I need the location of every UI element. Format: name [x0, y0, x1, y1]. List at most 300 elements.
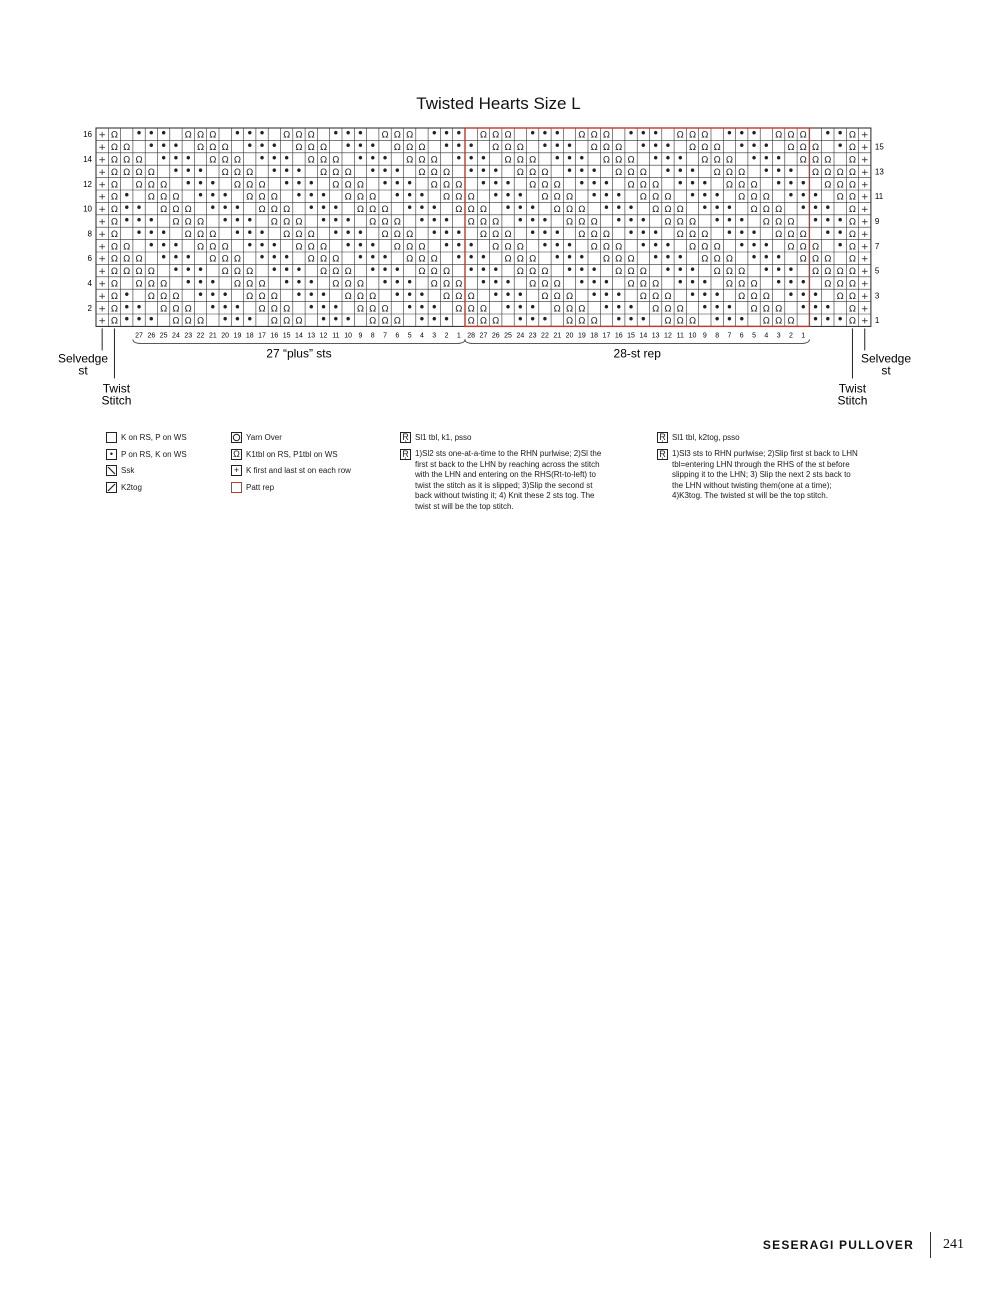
chart-stitch-symbol: Ω — [480, 205, 487, 216]
chart-stitch-symbol: • — [160, 238, 168, 253]
chart-stitch-symbol: • — [320, 300, 328, 315]
chart-stitch-symbol: Ω — [430, 279, 438, 290]
chart-stitch-symbol: • — [639, 312, 647, 327]
chart-stitch-symbol: • — [750, 151, 758, 166]
chart-stitch-symbol: Ω — [775, 205, 783, 216]
chart-stitch-symbol: Ω — [664, 304, 672, 315]
chart-stitch-symbol: • — [652, 126, 660, 141]
chart-stitch-symbol: • — [443, 139, 451, 154]
chart-stitch-symbol: Ω — [111, 279, 118, 290]
chart-stitch-symbol: + — [860, 167, 869, 178]
k2tog-icon — [106, 482, 117, 493]
chart-stitch-symbol: • — [406, 176, 414, 191]
legend-knit: K on RS, P on WS — [106, 430, 187, 447]
chart-stitch-symbol: • — [258, 139, 266, 154]
chart-stitch-symbol: • — [430, 312, 438, 327]
chart-stitch-symbol: Ω — [627, 279, 635, 290]
chart-stitch-symbol: • — [713, 213, 721, 228]
chart-stitch-symbol: • — [578, 163, 586, 178]
chart-stitch-symbol: Ω — [332, 279, 340, 290]
chart-stitch-symbol: • — [270, 151, 278, 166]
chart-stitch-symbol: • — [775, 163, 783, 178]
chart-stitch-symbol: Ω — [430, 254, 438, 265]
chart-stitch-symbol: Ω — [516, 167, 524, 178]
chart-stitch-symbol: Ω — [320, 242, 327, 253]
row-number-right: 15 — [874, 142, 884, 152]
chart-stitch-symbol: Ω — [332, 254, 340, 265]
chart-stitch-symbol: • — [799, 287, 807, 302]
chart-stitch-symbol: Ω — [160, 180, 168, 191]
stitch-number-rep: 14 — [639, 332, 648, 340]
chart-stitch-symbol: Ω — [418, 254, 426, 265]
chart-stitch-symbol: • — [529, 300, 537, 315]
chart-stitch-symbol: Ω — [197, 217, 204, 228]
stitch-number-plus: 21 — [208, 332, 217, 340]
chart-stitch-symbol: + — [860, 229, 869, 240]
chart-stitch-symbol: • — [344, 238, 352, 253]
chart-stitch-symbol: • — [258, 250, 266, 265]
legend-column-3 — [400, 430, 471, 447]
chart-stitch-symbol: • — [799, 176, 807, 191]
chart-stitch-symbol: • — [738, 213, 746, 228]
stitch-number-rep: 24 — [516, 332, 525, 340]
chart-stitch-symbol: + — [860, 143, 869, 154]
chart-stitch-symbol: Ω — [615, 254, 623, 265]
chart-stitch-symbol: • — [123, 300, 131, 315]
chart-stitch-symbol: • — [307, 287, 315, 302]
chart-stitch-symbol: • — [123, 312, 131, 327]
chart-stitch-symbol: • — [553, 225, 561, 240]
chart-stitch-symbol: • — [701, 287, 709, 302]
chart-stitch-symbol: • — [787, 287, 795, 302]
chart-stitch-symbol: Ω — [603, 155, 610, 166]
legend-twist2: Ŗ 1)Sl2 sts one-at-a-time to the RHN purlwise; 2)Sl the first st back to the LHN by reaching across the stitch with the LHN and entering on the RHS(Rt-to-left) to twist the stitch as it is slipped; 3)Slip the second st back without twisting it; 4) Knit these 2 sts tog. The twist st will be the top stitch. — [400, 449, 605, 512]
chart-stitch-symbol: • — [762, 238, 770, 253]
chart-stitch-symbol: Ω — [553, 304, 561, 315]
chart-stitch-symbol: Ω — [516, 242, 524, 253]
chart-stitch-symbol: Ω — [111, 167, 118, 178]
chart-stitch-symbol: • — [504, 300, 512, 315]
chart-stitch-symbol: • — [738, 126, 746, 141]
chart-stitch-symbol: Ω — [172, 291, 180, 302]
legend-sl1k2tog: Ŗ Sl1 tbl, k2tog, psso — [657, 430, 740, 447]
chart-stitch-symbol: • — [393, 176, 401, 191]
chart-stitch-symbol: • — [184, 250, 192, 265]
chart-stitch-symbol: • — [664, 151, 672, 166]
chart-stitch-symbol: Ω — [516, 267, 524, 278]
rep-label: 28-st rep — [613, 346, 661, 361]
chart-stitch-symbol: Ω — [111, 180, 118, 191]
chart-stitch-symbol: • — [209, 287, 217, 302]
chart-stitch-symbol: Ω — [664, 291, 672, 302]
chart-stitch-symbol: • — [221, 287, 229, 302]
chart-stitch-symbol: • — [824, 300, 832, 315]
chart-stitch-symbol: • — [320, 213, 328, 228]
chart-stitch-symbol: Ω — [393, 229, 401, 240]
chart-stitch-symbol: Ω — [160, 304, 168, 315]
chart-stitch-symbol: • — [541, 139, 549, 154]
chart-stitch-symbol: Ω — [799, 254, 807, 265]
chart-stitch-symbol: • — [775, 250, 783, 265]
stitch-number-plus: 26 — [147, 332, 156, 340]
chart-stitch-symbol: • — [664, 238, 672, 253]
chart-stitch-symbol: Ω — [234, 155, 241, 166]
chart-stitch-symbol: Ω — [627, 180, 635, 191]
chart-stitch-symbol: • — [135, 300, 143, 315]
chart-stitch-symbol: Ω — [639, 192, 647, 203]
chart-stitch-symbol: Ω — [221, 167, 229, 178]
pattern-name: SESERAGI PULLOVER — [762, 1238, 914, 1252]
chart-stitch-symbol: Ω — [123, 155, 131, 166]
chart-stitch-symbol: • — [615, 201, 623, 216]
chart-stitch-symbol: Ω — [590, 242, 598, 253]
chart-stitch-symbol: + — [98, 167, 106, 178]
chart-stitch-symbol: • — [504, 176, 512, 191]
chart-stitch-symbol: • — [627, 201, 635, 216]
chart-stitch-symbol: • — [295, 176, 303, 191]
chart-stitch-symbol: Ω — [111, 217, 118, 228]
stitch-number-rep: 18 — [590, 332, 599, 340]
chart-stitch-symbol: • — [443, 312, 451, 327]
stitch-number-plus: 7 — [383, 332, 388, 340]
chart-stitch-symbol: • — [430, 300, 438, 315]
chart-stitch-symbol: • — [233, 300, 241, 315]
chart-stitch-symbol: • — [516, 312, 524, 327]
chart-stitch-symbol: Ω — [529, 267, 537, 278]
chart-stitch-symbol: Ω — [738, 267, 746, 278]
chart-stitch-symbol: Ω — [492, 242, 500, 253]
chart-stitch-symbol: Ω — [849, 291, 856, 302]
chart-stitch-symbol: Ω — [221, 242, 229, 253]
chart-stitch-symbol: • — [578, 275, 586, 290]
chart-stitch-symbol: • — [418, 213, 426, 228]
chart-stitch-symbol: • — [541, 238, 549, 253]
legend-column-2 — [231, 430, 351, 496]
chart-stitch-symbol: Ω — [209, 242, 217, 253]
chart-stitch-symbol: • — [566, 163, 574, 178]
chart-stitch-symbol: Ω — [270, 192, 278, 203]
chart-stitch-symbol: Ω — [455, 291, 463, 302]
stitch-number-plus: 15 — [282, 332, 291, 340]
chart-stitch-symbol: • — [578, 250, 586, 265]
chart-stitch-symbol: Ω — [172, 205, 180, 216]
knit-symbol-icon — [106, 432, 117, 443]
stitch-number-rep: 26 — [491, 332, 500, 340]
chart-stitch-symbol: Ω — [455, 205, 463, 216]
selvedge-left-label: st — [78, 363, 88, 378]
stitch-number-plus: 1 — [456, 332, 461, 340]
chart-stitch-symbol: • — [615, 213, 623, 228]
chart-stitch-symbol: Ω — [467, 316, 475, 327]
chart-stitch-symbol: • — [320, 312, 328, 327]
chart-stitch-symbol: Ω — [541, 167, 549, 178]
chart-stitch-symbol: Ω — [603, 229, 610, 240]
chart-stitch-symbol: Ω — [799, 155, 807, 166]
chart-stitch-symbol: • — [492, 275, 500, 290]
chart-stitch-symbol: Ω — [197, 229, 204, 240]
chart-stitch-symbol: • — [516, 201, 524, 216]
chart-stitch-symbol: Ω — [332, 155, 340, 166]
chart-stitch-symbol: • — [738, 225, 746, 240]
chart-stitch-symbol: Ω — [775, 304, 783, 315]
chart-stitch-symbol: Ω — [750, 291, 758, 302]
chart-stitch-symbol: Ω — [135, 279, 143, 290]
chart-stitch-symbol: • — [455, 126, 463, 141]
chart-stitch-symbol: Ω — [713, 254, 721, 265]
chart-stitch-symbol: • — [504, 287, 512, 302]
chart-stitch-symbol: Ω — [234, 180, 241, 191]
chart-stitch-symbol: • — [627, 300, 635, 315]
chart-stitch-symbol: • — [295, 188, 303, 203]
purl-dot-icon: • — [106, 449, 117, 460]
chart-stitch-symbol: • — [689, 263, 697, 278]
chart-stitch-symbol: Ω — [418, 155, 426, 166]
chart-stitch-symbol: Ω — [357, 192, 364, 203]
chart-stitch-symbol: Ω — [627, 167, 635, 178]
chart-stitch-symbol: Ω — [246, 291, 254, 302]
chart-stitch-symbol: Ω — [270, 316, 278, 327]
chart-stitch-symbol: • — [713, 300, 721, 315]
chart-stitch-symbol: Ω — [369, 304, 377, 315]
chart-stitch-symbol: Ω — [849, 229, 856, 240]
chart-stitch-symbol: • — [123, 188, 131, 203]
legend-k2tog: K2tog — [106, 480, 187, 497]
chart-stitch-symbol: + — [860, 180, 869, 191]
chart-stitch-symbol: Ω — [529, 254, 537, 265]
chart-stitch-symbol: Ω — [578, 229, 586, 240]
chart-stitch-symbol: • — [430, 225, 438, 240]
chart-stitch-symbol: • — [135, 213, 143, 228]
chart-stitch-symbol: • — [406, 188, 414, 203]
chart-stitch-symbol: • — [676, 250, 684, 265]
chart-stitch-symbol: Ω — [553, 205, 561, 216]
twisted-knit-icon: Ω — [231, 449, 242, 460]
chart-stitch-symbol: • — [725, 213, 733, 228]
chart-stitch-symbol: Ω — [738, 192, 746, 203]
chart-stitch-symbol: • — [701, 300, 709, 315]
chart-stitch-symbol: Ω — [701, 254, 709, 265]
chart-stitch-symbol: Ω — [812, 242, 819, 253]
stitch-number-rep: 12 — [664, 332, 672, 340]
chart-stitch-symbol: Ω — [762, 291, 770, 302]
chart-stitch-symbol: Ω — [209, 130, 217, 141]
chart-stitch-symbol: • — [553, 139, 561, 154]
chart-stitch-symbol: + — [98, 279, 106, 290]
chart-stitch-symbol: Ω — [467, 304, 475, 315]
chart-stitch-symbol: Ω — [467, 192, 475, 203]
chart-stitch-symbol: • — [553, 238, 561, 253]
stitch-number-plus: 20 — [221, 332, 230, 340]
chart-stitch-symbol: Ω — [234, 167, 241, 178]
chart-stitch-symbol: • — [566, 151, 574, 166]
chart-stitch-symbol: • — [344, 225, 352, 240]
chart-stitch-symbol: Ω — [762, 217, 770, 228]
chart-stitch-symbol: • — [738, 238, 746, 253]
row-number-right: 5 — [874, 266, 880, 276]
chart-stitch-symbol: • — [713, 287, 721, 302]
chart-stitch-symbol: • — [455, 250, 463, 265]
chart-stitch-symbol: • — [147, 225, 155, 240]
chart-stitch-symbol: Ω — [849, 316, 856, 327]
chart-stitch-symbol: • — [479, 275, 487, 290]
stitch-number-plus: 22 — [196, 332, 205, 340]
row-number-left: 12 — [83, 179, 92, 189]
chart-stitch-symbol: • — [295, 275, 303, 290]
chart-stitch-symbol: • — [750, 126, 758, 141]
row-number-left: 10 — [83, 204, 92, 214]
chart-stitch-symbol: Ω — [147, 167, 155, 178]
chart-stitch-symbol: • — [602, 201, 610, 216]
chart-stitch-symbol: Ω — [184, 205, 192, 216]
chart-stitch-symbol: • — [233, 213, 241, 228]
chart-stitch-symbol: Ω — [627, 254, 635, 265]
chart-stitch-symbol: Ω — [824, 254, 832, 265]
chart-stitch-symbol: Ω — [246, 279, 254, 290]
chart-stitch-symbol: Ω — [762, 304, 770, 315]
chart-stitch-symbol: Ω — [849, 267, 856, 278]
chart-stitch-symbol: • — [664, 139, 672, 154]
chart-stitch-symbol: • — [418, 312, 426, 327]
chart-stitch-symbol: • — [529, 312, 537, 327]
stitch-number-plus: 10 — [344, 332, 353, 340]
chart-stitch-symbol: Ω — [467, 217, 475, 228]
chart-stitch-symbol: Ω — [295, 217, 303, 228]
chart-stitch-symbol: Ω — [480, 316, 487, 327]
chart-stitch-symbol: Ω — [246, 192, 254, 203]
chart-stitch-symbol: • — [664, 263, 672, 278]
chart-stitch-symbol: Ω — [320, 254, 327, 265]
knitting-chart — [0, 0, 997, 430]
chart-stitch-symbol: Ω — [676, 229, 684, 240]
selvedge-right-label: st — [881, 363, 891, 378]
chart-stitch-symbol: • — [553, 126, 561, 141]
chart-stitch-symbol: Ω — [492, 316, 500, 327]
chart-stitch-symbol: • — [750, 250, 758, 265]
chart-stitch-symbol: Ω — [209, 155, 217, 166]
chart-stitch-symbol: • — [381, 250, 389, 265]
chart-stitch-symbol: • — [406, 275, 414, 290]
chart-stitch-symbol: • — [307, 201, 315, 216]
stitch-number-rep: 16 — [614, 332, 623, 340]
chart-stitch-symbol: • — [590, 275, 598, 290]
chart-stitch-symbol: Ω — [344, 267, 352, 278]
chart-stitch-symbol: • — [689, 188, 697, 203]
chart-stitch-symbol: Ω — [812, 143, 819, 154]
chart-stitch-symbol: Ω — [529, 167, 537, 178]
chart-stitch-symbol: • — [738, 312, 746, 327]
chart-stitch-symbol: • — [356, 151, 364, 166]
stitch-number-rep: 6 — [739, 332, 744, 340]
chart-stitch-symbol: Ω — [701, 143, 709, 154]
chart-stitch-symbol: • — [479, 263, 487, 278]
chart-stitch-symbol: • — [197, 263, 205, 278]
stitch-number-rep: 22 — [541, 332, 549, 340]
chart-stitch-symbol: Ω — [689, 242, 696, 253]
chart-stitch-symbol: • — [381, 263, 389, 278]
rep-bracket — [465, 339, 809, 343]
chart-stitch-symbol: Ω — [258, 205, 266, 216]
chart-stitch-symbol: + — [98, 217, 106, 228]
chart-stitch-symbol: Ω — [246, 180, 254, 191]
chart-stitch-symbol: + — [860, 291, 869, 302]
chart-stitch-symbol: • — [566, 139, 574, 154]
row-number-right: 1 — [874, 316, 880, 326]
row-number-left: 14 — [83, 155, 92, 164]
chart-stitch-symbol: • — [602, 188, 610, 203]
chart-stitch-symbol: Ω — [615, 143, 623, 154]
chart-stitch-symbol: Ω — [209, 143, 217, 154]
row-number-right: 13 — [874, 167, 884, 177]
chart-stitch-symbol: • — [812, 312, 820, 327]
chart-stitch-symbol: Ω — [787, 242, 795, 253]
chart-stitch-symbol: • — [246, 139, 254, 154]
chart-stitch-symbol: • — [492, 176, 500, 191]
chart-stitch-symbol: Ω — [111, 155, 118, 166]
chart-title: Twisted Hearts Size L — [416, 94, 581, 113]
chart-stitch-symbol: • — [479, 250, 487, 265]
chart-stitch-symbol: Ω — [849, 180, 856, 191]
row-number-left: 8 — [87, 229, 92, 239]
chart-stitch-symbol: • — [393, 263, 401, 278]
chart-stitch-symbol: Ω — [221, 155, 229, 166]
chart-stitch-symbol: Ω — [652, 291, 660, 302]
chart-stitch-symbol: • — [787, 176, 795, 191]
chart-stitch-symbol: Ω — [295, 130, 303, 141]
chart-stitch-symbol: • — [824, 312, 832, 327]
chart-stitch-symbol: Ω — [184, 316, 192, 327]
chart-stitch-symbol: + — [98, 267, 106, 278]
chart-stitch-symbol: Ω — [357, 291, 364, 302]
ssk-icon — [106, 465, 117, 476]
chart-stitch-symbol: Ω — [197, 143, 204, 154]
chart-stitch-symbol: Ω — [344, 291, 352, 302]
chart-stitch-symbol: Ω — [603, 130, 610, 141]
chart-stitch-symbol: • — [701, 188, 709, 203]
chart-stitch-symbol: • — [307, 275, 315, 290]
chart-stitch-symbol: • — [344, 312, 352, 327]
chart-stitch-symbol: • — [209, 188, 217, 203]
chart-stitch-symbol: Ω — [836, 192, 844, 203]
chart-stitch-symbol: • — [295, 263, 303, 278]
chart-stitch-symbol: • — [270, 139, 278, 154]
chart-stitch-symbol: Ω — [516, 143, 524, 154]
chart-stitch-symbol: Ω — [111, 130, 118, 141]
chart-stitch-symbol: Ω — [615, 267, 623, 278]
chart-stitch-symbol: • — [812, 213, 820, 228]
chart-stitch-symbol: Ω — [307, 242, 315, 253]
chart-stitch-symbol: • — [762, 250, 770, 265]
chart-stitch-symbol: Ω — [307, 130, 315, 141]
chart-stitch-symbol: Ω — [639, 279, 647, 290]
stitch-number-rep: 19 — [577, 332, 586, 340]
chart-stitch-symbol: Ω — [824, 155, 832, 166]
chart-stitch-symbol: • — [135, 225, 143, 240]
chart-stitch-symbol: • — [369, 151, 377, 166]
chart-stitch-symbol: • — [639, 225, 647, 240]
chart-stitch-symbol: • — [246, 126, 254, 141]
chart-stitch-symbol: + — [98, 254, 106, 265]
chart-stitch-symbol: Ω — [147, 291, 155, 302]
chart-stitch-symbol: • — [221, 188, 229, 203]
legend-column-4 — [657, 430, 740, 447]
legend-ssk: Ssk — [106, 463, 187, 480]
chart-stitch-symbol: Ω — [775, 217, 783, 228]
chart-stitch-symbol: Ω — [406, 130, 414, 141]
chart-stitch-symbol: Ω — [738, 167, 746, 178]
chart-stitch-symbol: Ω — [270, 217, 278, 228]
stitch-number-plus: 23 — [184, 332, 193, 340]
chart-stitch-symbol: + — [98, 180, 106, 191]
